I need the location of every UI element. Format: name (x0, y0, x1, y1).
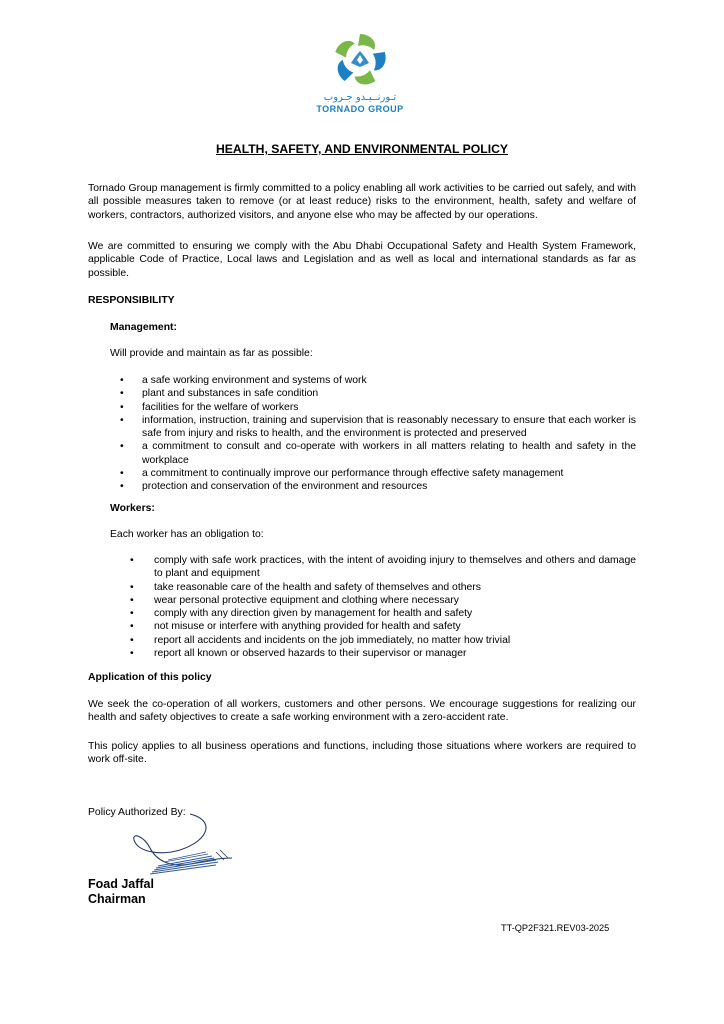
application-heading: Application of this policy (88, 672, 212, 683)
list-item: • comply with safe work practices, with the intent of avoiding injury to themselves and others and damage to plant and equipment (154, 554, 636, 581)
signatory-name: Foad Jaffal (88, 877, 154, 891)
list-item: • facilities for the welfare of workers (142, 401, 636, 414)
company-logo (305, 28, 415, 128)
workers-list (154, 554, 636, 660)
tornado-swirl-icon (330, 28, 390, 92)
list-item: • a commitment to continually improve our performance through effective safety management (142, 467, 636, 480)
list-item: • a safe working environment and systems of work (142, 374, 636, 387)
list-item: • wear personal protective equipment and clothing where necessary (154, 594, 636, 607)
management-heading: Management: (110, 322, 177, 333)
workers-heading: Workers: (110, 503, 155, 514)
management-list (142, 374, 636, 494)
list-item: • take reasonable care of the health and safety of themselves and others (154, 581, 636, 594)
list-item: • plant and substances in safe condition (142, 387, 636, 400)
list-item: • protection and conservation of the environment and resources (142, 480, 636, 493)
list-item: • comply with any direction given by management for health and safety (154, 607, 636, 620)
intro-paragraph-2: We are committed to ensuring we comply with the Abu Dhabi Occupational Safety and Health System Framework, applicable Code of Practice, Local laws and Legislation and as well as local and international standards as far as possible. (88, 241, 636, 279)
logo-arabic-text: تـورنــيـدو جـروب (323, 92, 397, 103)
authorized-by-label: Policy Authorized By: (88, 807, 186, 818)
list-item: • information, instruction, training and supervision that is reasonably necessary to ensure that each worker is safe from injury and risks to health, and the environment is protected and preserved (142, 414, 636, 441)
responsibility-heading: RESPONSIBILITY (88, 295, 175, 306)
handwritten-signature (120, 812, 240, 882)
document-reference: TT-QP2F321.REV03-2025 (501, 923, 610, 933)
page-title: HEALTH, SAFETY, AND ENVIRONMENTAL POLICY (215, 142, 509, 156)
intro-paragraph-1: Tornado Group management is firmly committed to a policy enabling all work activities to be carried out safely, and with all possible measures taken to remove (or at least reduce) risks to the environment, health, safety and welfare of workers, contractors, authorized visitors, and anyone else who may be affected by our operations. (88, 183, 636, 221)
application-paragraph-1: We seek the co-operation of all workers, customers and other persons. We encourage suggestions for realizing our health and safety objectives to create a safe working environment with a zero-accident rate. (88, 699, 636, 724)
logo-english-text: TORNADO GROUP (316, 104, 404, 114)
list-item: • a commitment to consult and co-operate with workers in all matters relating to health and safety in the workplace (142, 440, 636, 467)
application-paragraph-2: This policy applies to all business operations and functions, including those situations where workers are required to work off-site. (88, 741, 636, 766)
workers-lead: Each worker has an obligation to: (110, 529, 264, 540)
list-item: • report all accidents and incidents on the job immediately, no matter how trivial (154, 634, 636, 647)
list-item: • report all known or observed hazards to their supervisor or manager (154, 647, 636, 660)
list-item: • not misuse or interfere with anything provided for health and safety (154, 620, 636, 633)
management-lead: Will provide and maintain as far as possible: (110, 348, 313, 359)
signatory-role: Chairman (88, 892, 146, 906)
